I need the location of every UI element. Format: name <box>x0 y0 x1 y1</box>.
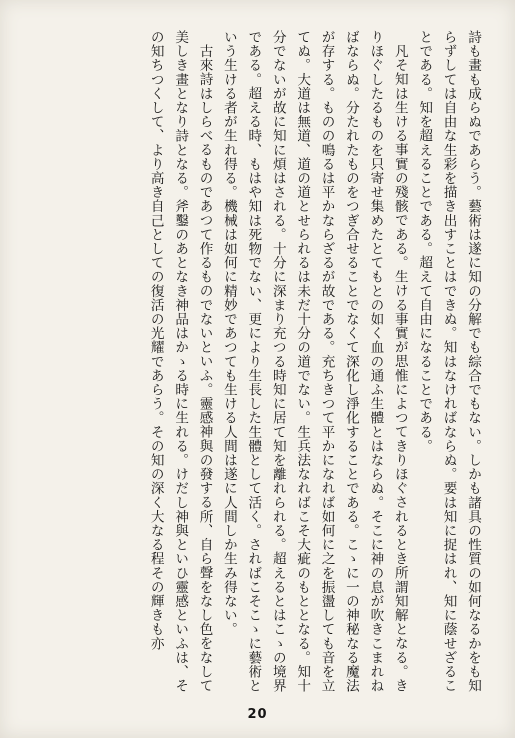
page-number: 20 <box>247 707 268 722</box>
paragraph-3: 古來詩はしらべるものであつて作るものでないといふ。靈感神與の發する所、自ら聲をなし色をなして美しき畫となり詩となる。斧鑿のあとなき神品はかゝる時に生れる。けだし神與といひ靈感といふは、その知ちつくして、より高き自己としての復活の光耀であらう。その知の深く大なる程その輝きも亦 <box>147 30 213 693</box>
paragraph-1: 詩も畫も成らぬであらう。藝術は遂に知の分解でも綜合でもない。しかも諸具の性質の如何なるかをも知らずしては自由な生彩を描き出すことはできぬ。知はなければならぬ。要は知に捉はれ、知に蔭せざることである。知を超えることである。超えて自由になることである。 <box>416 30 481 693</box>
body-text <box>27 30 485 700</box>
paragraph-2: 凡そ知は生ける事實の殘骸である。生ける事實が思惟によつてきりほぐされるとき所謂知解となる。きりほぐしたるものを只寄せ集めたとてもとの如く血の通ふ生體とはならぬ。そこに神の息が吹きこまれねばならぬ。分たれたものをつぎ合せることでなくて深化し淨化することである。こゝに一の神秘なる魔法が存する。ものの鳴るは平かならざるが故である。充ちきつて平かになれば如何に之を振盪しても音を立てぬ。大道は無道、道の道とせられるは未だ十分の道でない。生兵法なればこそ大疵のもととなる。知十分でないが故に知に煩はされる。十分に深まり充つる時知に居て知を離れられる。超えるとはこゝの境界である。超える時、もはや知は死物でない、更により生長した生體として活く。さればこそこゝに藝術という生ける者が生れ得る。機械は如何に精妙であつても生ける人間は遂に人間しか生み得ない。 <box>220 30 408 693</box>
